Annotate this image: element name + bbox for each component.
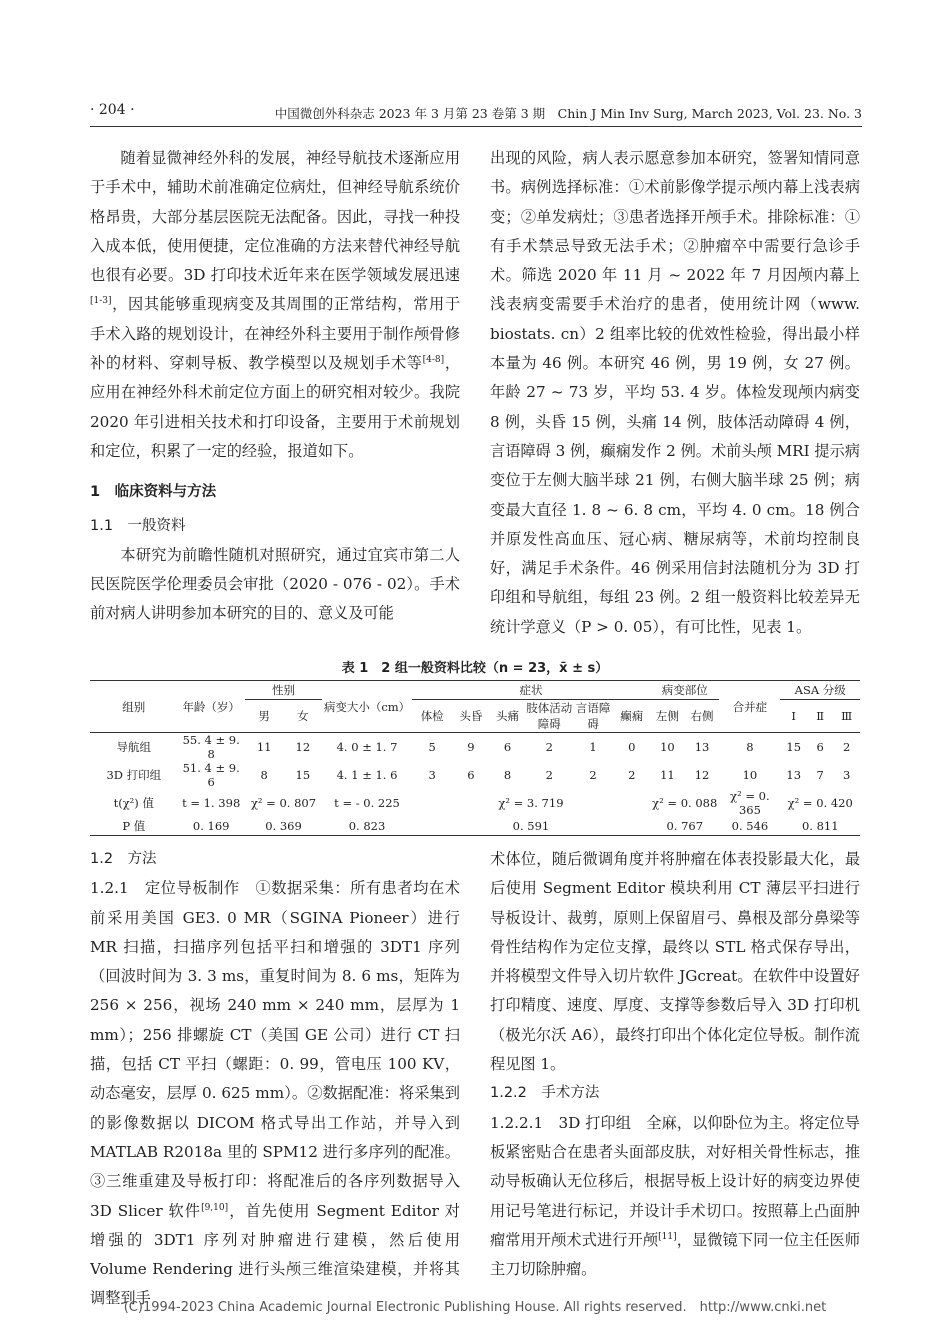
citation-ref[interactable]: [11]: [658, 1231, 677, 1242]
table-cell: 5: [428, 740, 436, 754]
table-cell: 0: [628, 740, 636, 754]
table-cell: 4. 0 ± 1. 7: [336, 740, 398, 754]
intro-paragraph: 随着显微神经外科的发展，神经导航技术逐渐应用于手术中，辅助术前准确定位病灶，但神经导航系统价格昂贵，大部分基层医院无法配备。因此，寻找一种投入成本低，使用便捷，定位准确的方法来替代神经导航也很有必要。3D 打印技术近年来在医学领域发展迅速[1-3]，因其能够重现病变及其周围的正常结构，常用于手术入路的规划设计，在神经外科主要用于制作颅骨修补的材料、穿刺导板、教学模型以及规划手术等[4-8]，应用在神经外科术前定位方面上的研究相对较少。我院 2020 年引进相关技术和打印设备，主要用于术前规划和定位，积累了一定的经验，报道如下。: [90, 149, 461, 460]
table-cell: 8: [746, 740, 754, 754]
table-cell: 12: [694, 768, 710, 782]
right-column-bottom: [490, 845, 860, 1284]
subsection-heading: 1.2 方法: [90, 851, 157, 867]
table-cell: 2: [628, 768, 636, 782]
table-cell: 4. 1 ± 1. 6: [336, 768, 398, 782]
col-header: 女: [284, 700, 323, 733]
col-header: Ⅱ: [807, 700, 833, 733]
left-column-top: [90, 144, 460, 629]
table-cell: 15: [295, 768, 311, 782]
col-header: Ⅲ: [833, 700, 860, 733]
table-cell: 2: [545, 740, 553, 754]
table-row: [90, 761, 860, 789]
col-header: 症状: [412, 681, 650, 700]
surgery-paragraph: 1.2.2.1 3D 打印组 全麻，以仰卧位为主。将定位导板紧密贴合在患者头面部皮肤，对好相关骨性标志，推动导板确认无位移后，根据导板上设计好的病变边界使用记号笔进行标记，并设计手术切口。按照幕上凸面肿瘤常用开颅术式进行开颅[11]，显微镜下同一位主任医师主刀切除肿瘤。: [490, 1113, 861, 1279]
table-cell: 6: [503, 740, 512, 754]
table-cell: 11: [660, 768, 675, 782]
table-cell: 51. 4 ± 9. 6: [182, 761, 240, 789]
col-header: 性别: [245, 681, 322, 700]
table-row: [90, 733, 860, 762]
table-cell: 2: [589, 768, 597, 782]
table-cell: 6: [467, 768, 475, 782]
table-cell: 2: [843, 740, 851, 754]
table-cell: 3: [843, 768, 851, 782]
citation-ref[interactable]: [9,10]: [201, 1202, 229, 1213]
citation-ref[interactable]: [4-8]: [422, 355, 445, 366]
subsection-heading: 1.1 一般资料: [90, 517, 186, 534]
table-cell: 导航组: [116, 740, 152, 754]
page-number: · 204 ·: [90, 102, 135, 118]
table-cell: 9: [467, 740, 475, 754]
table-cell: 6: [816, 740, 824, 754]
running-header: [90, 102, 862, 127]
table-cell: 13: [786, 768, 802, 782]
col-header: ASA 分级: [780, 681, 860, 700]
table-cell: 55. 4 ± 9. 8: [182, 733, 240, 761]
left-column-bottom: [90, 845, 460, 1314]
col-header: 年龄（岁）: [178, 681, 245, 733]
col-header: 左侧: [650, 700, 685, 733]
methods-paragraph: 本研究为前瞻性随机对照研究，通过宜宾市第二人民医院医学伦理委员会审批（2020 - 076 - 02）。手术前对病人讲明参加本研究的目的、意义及可能: [90, 545, 460, 623]
copyright-footer: (C)1994-2023 China Academic Journal Electronic Publishing House. All rights reserved. http://www.cnki.net: [123, 1300, 827, 1315]
data-table: [90, 680, 860, 836]
table-cell: 11: [256, 740, 272, 754]
table-p-row: P 值 0. 169 0. 369 0. 823 0. 591 0. 767 0. 546 0. 811: [90, 817, 860, 836]
table-body: [90, 733, 860, 790]
table-cell: 1: [589, 740, 597, 754]
col-header: 右侧: [685, 700, 720, 733]
section-heading: 1 临床资料与方法: [90, 484, 217, 501]
template-paragraph: 1.2.1 定位导板制作 ①数据采集：所有患者均在术前采用美国 GE3. 0 MR（SGINA Pioneer）进行 MR 扫描，扫描序列包括平扫和增强的 3DT1 序列（回波时间为 3. 3 ms，重复时间为 8. 6 ms，矩阵为 256 × 256，视场 240 mm × 240 mm，层厚为 1 mm）；256 排螺旋 CT（美国 GE 公司）进行 CT 扫描，包括 CT 平扫（螺距：0. 99，管电压 100 KV，动态毫安，层厚 0. 625 mm）。②数据配准：将采集到的影像数据以 DICOM 格式导出工作站，并导入到 MATLAB R2018a 里的 SPM12 进行多序列的配准。③三维重建及导板打印：将配准后的各序列数据导入 3D Slicer 软件[9,10]，首先使用 Segment Editor 对增强的 3DT1 序列对肿瘤进行建模，然后使用 Volume Rendering 进行头颅三维渲染建模，并将其调整到手: [90, 879, 460, 1308]
table-cell: 12: [295, 740, 311, 754]
right-column-top: [490, 144, 860, 642]
template-paragraph-cont: 术体位，随后微调角度并将肿瘤在体表投影最大化，最后使用 Segment Editor 模块利用 CT 薄层平扫进行导板设计、裁剪，原则上保留眉弓、鼻根及部分鼻梁等骨性结构作为定位支撑，最终以 STL 格式保存导出，并将模型文件导入切片软件 JGcreat。在软件中设置好打印精度、速度、厚度、支撑等参数后导入 3D 打印机（极光尔沃 A6），最终打印出个体化定位导板。制作流程见图 1。: [490, 850, 860, 1074]
col-header: 言语障碍: [573, 700, 614, 733]
table-cell: 3: [428, 768, 436, 782]
table-cell: 8: [503, 768, 512, 782]
journal-citation: 中国微创外科杂志 2023 年 3 月第 23 卷第 3 期 Chin J Min Inv Surg, March 2023, Vol. 23. No. 3: [274, 106, 862, 121]
col-header: 肢体活动障碍: [526, 701, 573, 731]
col-header: 体检: [412, 700, 453, 733]
table-cell: 15: [786, 740, 802, 754]
col-header: 男: [245, 700, 284, 733]
col-header: 头痛: [489, 700, 526, 733]
table-header-row: [90, 681, 860, 700]
table-cell: 3D 打印组: [106, 768, 162, 782]
table-cell: 7: [816, 768, 824, 782]
table-cell: 10: [660, 740, 675, 754]
table-cell: 10: [742, 768, 758, 782]
col-header: 组别: [90, 681, 178, 733]
patients-paragraph: 出现的风险，病人表示愿意参加本研究，签署知情同意书。病例选择标准：①术前影像学提示颅内幕上浅表病变；②单发病灶；③患者选择开颅手术。排除标准：①有手术禁忌导致无法手术；②肿瘤卒中需要行急诊手术。筛选 2020 年 11 月 ~ 2022 年 7 月因颅内幕上浅表病变需要手术治疗的患者，使用统计网（www. biostats. cn）2 组率比较的优效性检验，得出最小样本量为 46 例。本研究 46 例，男 19 例，女 27 例。年龄 27 ~ 73 岁，平均 53. 4 岁。体检发现颅内病变 8 例，头昏 15 例，头痛 14 例，肢体活动障碍 4 例，言语障碍 3 例，癫痫发作 2 例。术前头颅 MRI 提示病变位于左侧大脑半球 21 例，右侧大脑半球 25 例；病变最大直径 1. 8 ~ 6. 8 cm，平均 4. 0 cm。18 例合并原发性高血压、冠心病、糖尿病等，术前均控制良好，满足手术条件。46 例采用信封法随机分为 3D 打印组和导航组，每组 23 例。2 组一般资料比较差异无统计学意义（P > 0. 05），有可比性，见表 1。: [490, 149, 860, 636]
col-header: 病变大小（cm）: [322, 681, 412, 733]
subsection-heading: 1.2.2 手术方法: [490, 1085, 600, 1102]
table-stat-row: t(χ²) 值 t = 1. 398 χ² = 0. 807 t = - 0. 225 χ² = 3. 719 χ² = 0. 088 χ² = 0. 365 χ² = 0. 420: [113, 789, 853, 817]
table-cell: 8: [260, 768, 268, 782]
col-header: 癫痫: [613, 700, 650, 733]
table-title: 表 1 2 组一般资料比较（n = 23，x̄ ± s）: [341, 661, 609, 676]
col-header: 病变部位: [650, 681, 719, 700]
citation-ref[interactable]: [1-3]: [90, 296, 112, 307]
col-header: Ⅰ: [780, 700, 806, 733]
table-cell: 2: [545, 768, 553, 782]
col-header: 头昏: [453, 700, 490, 733]
table-cell: 13: [694, 740, 710, 754]
col-header: 合并症: [719, 681, 780, 733]
